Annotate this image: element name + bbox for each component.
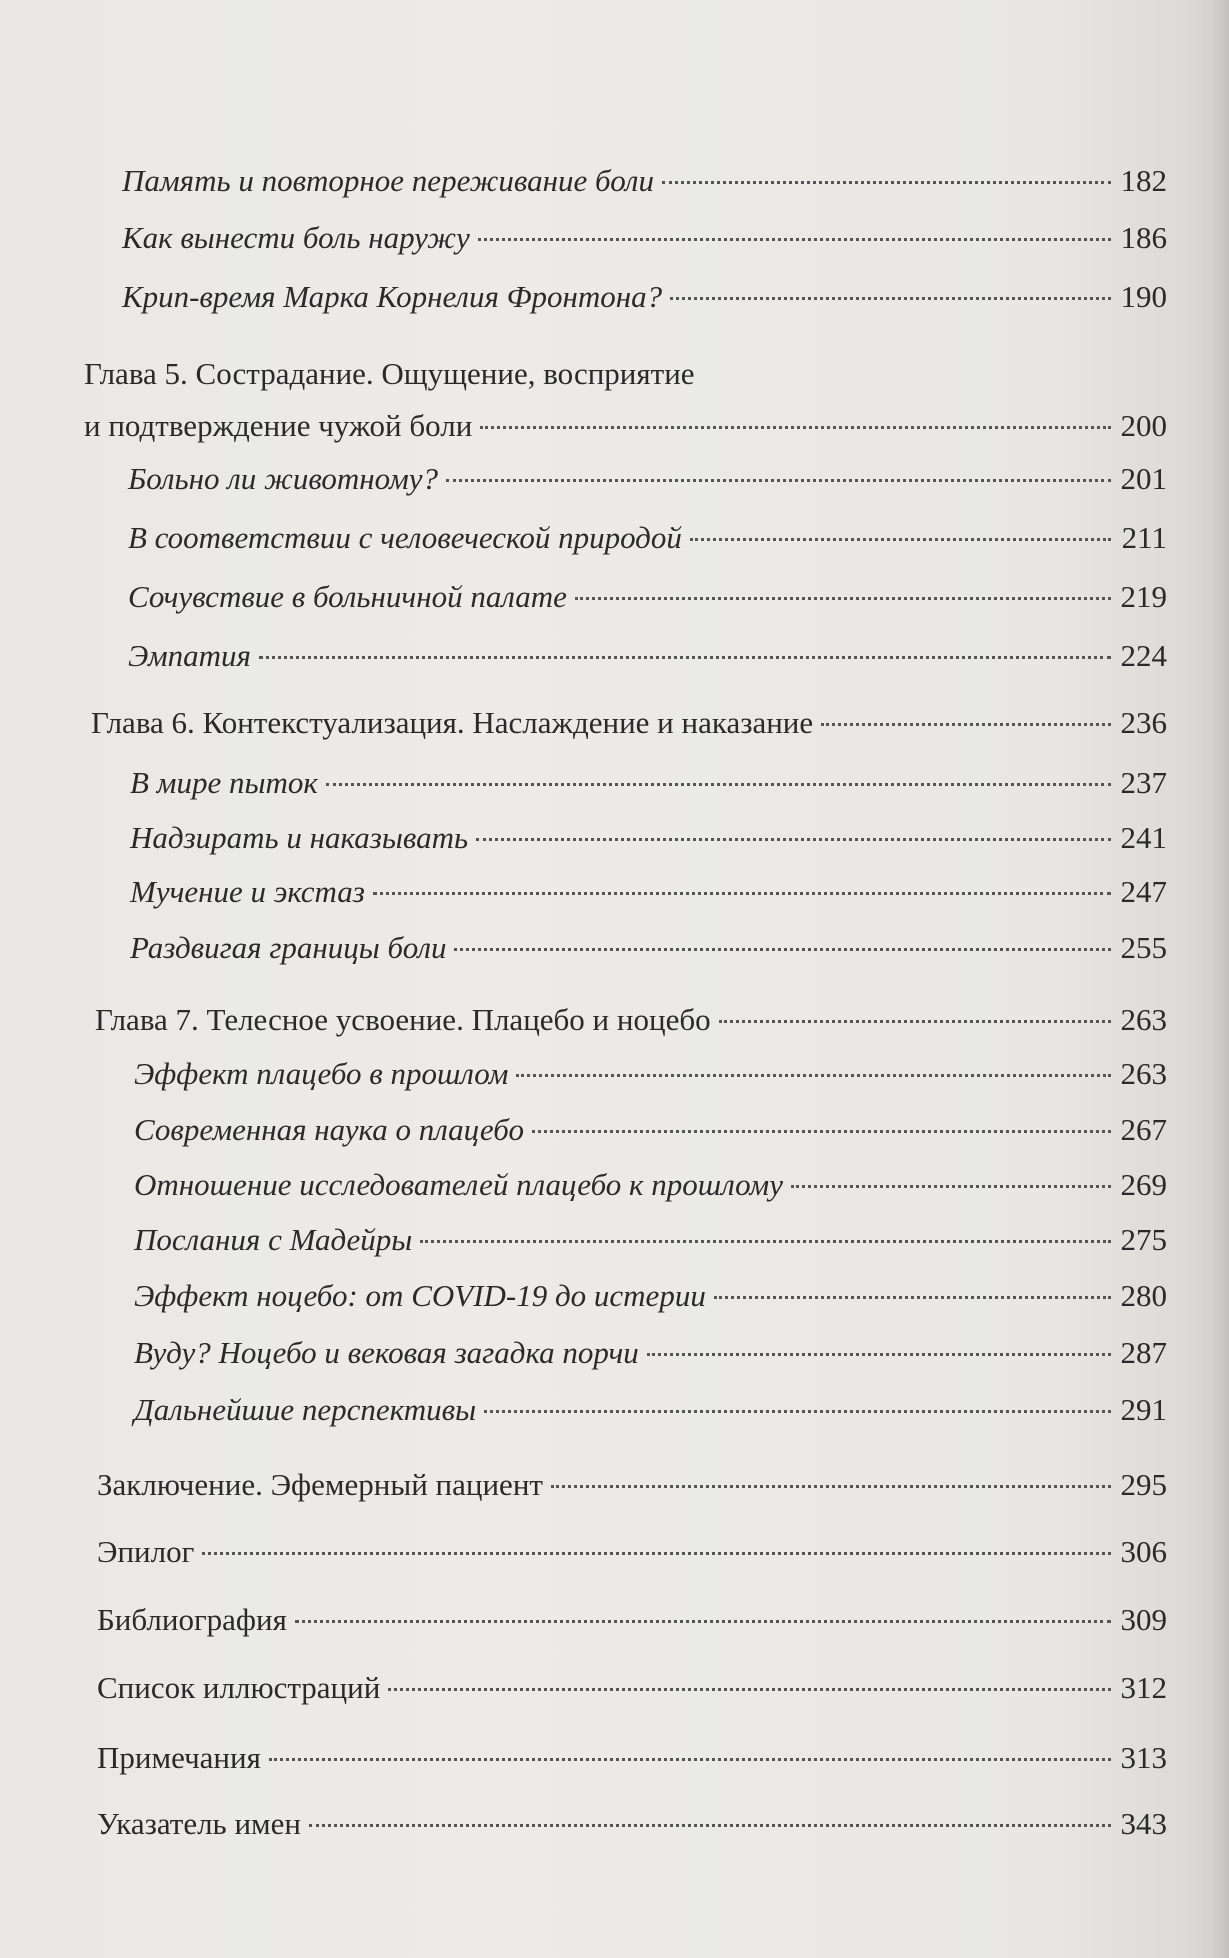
leader-dots [309, 1824, 1111, 1827]
leader-dots [719, 1020, 1111, 1023]
toc-entry-title: Эмпатия [128, 638, 251, 673]
toc-entry-title: Указатель имен [97, 1806, 301, 1841]
toc-entry-page: 269 [1120, 1167, 1167, 1202]
illustrations-list-entry [97, 1668, 1167, 1708]
toc-entry [130, 872, 1167, 912]
toc-entry-title: Отношение исследователей плацебо к прошлому [134, 1167, 783, 1202]
toc-entry-page: 200 [1120, 408, 1167, 443]
toc-entry [128, 577, 1167, 617]
toc-entry [134, 1165, 1167, 1205]
toc-entry-page: 312 [1120, 1670, 1167, 1705]
leader-dots [791, 1185, 1111, 1188]
toc-entry-page: 237 [1120, 765, 1167, 800]
leader-dots [420, 1240, 1111, 1243]
leader-dots [295, 1620, 1111, 1623]
conclusion-entry [97, 1465, 1167, 1505]
toc-entry-page: 186 [1120, 220, 1167, 255]
toc-entry-page: 267 [1120, 1112, 1167, 1147]
leader-dots [259, 656, 1111, 659]
toc-entry-title: Эффект ноцебо: от COVID-19 до истерии [134, 1278, 706, 1313]
toc-entry [128, 518, 1167, 558]
leader-dots [821, 723, 1111, 726]
leader-dots [662, 181, 1111, 184]
name-index-entry [97, 1804, 1167, 1844]
toc-entry [128, 636, 1167, 676]
toc-entry [122, 277, 1167, 317]
toc-entry-title: Надзирать и наказывать [130, 820, 469, 855]
leader-dots [532, 1130, 1111, 1133]
leader-dots [690, 538, 1111, 541]
leader-dots [202, 1552, 1111, 1555]
toc-entry [128, 459, 1167, 499]
toc-entry-title: Эффект плацебо в прошлом [134, 1056, 509, 1091]
toc-entry-page: 306 [1120, 1534, 1167, 1569]
chapter-5-heading-line1: Глава 5. Сострадание. Ощущение, восприятие [84, 356, 695, 391]
toc-entry-title: Память и повторное переживание боли [122, 163, 654, 198]
toc-entry-title: Глава 7. Телесное усвоение. Плацебо и ноцебо [95, 1002, 711, 1037]
toc-entry-title: Современная наука о плацебо [134, 1112, 524, 1147]
toc-entry-title: Эпилог [97, 1534, 195, 1569]
leader-dots [670, 297, 1111, 300]
toc-entry-title: Крип-время Марка Корнелия Фронтона? [122, 279, 663, 314]
toc-entry-title: Сочувствие в больничной палате [128, 579, 567, 614]
toc-entry-page: 263 [1120, 1056, 1167, 1091]
bibliography-entry [97, 1600, 1167, 1640]
toc-entry-page: 291 [1120, 1392, 1167, 1427]
toc-entry-page: 219 [1120, 579, 1167, 614]
leader-dots [326, 783, 1111, 786]
toc-entry [134, 1390, 1167, 1430]
epilogue-entry [97, 1532, 1167, 1572]
toc-entry-page: 295 [1120, 1467, 1167, 1502]
toc-entry-title: Вуду? Ноцебо и вековая загадка порчи [134, 1335, 639, 1370]
toc-entry-page: 224 [1120, 638, 1167, 673]
toc-entry [134, 1220, 1167, 1260]
leader-dots [551, 1485, 1111, 1488]
toc-entry-page: 182 [1120, 163, 1167, 198]
toc-entry [134, 1276, 1167, 1316]
toc-entry [134, 1333, 1167, 1373]
toc-entry-page: 236 [1120, 705, 1167, 740]
toc-entry-title: В мире пыток [130, 765, 318, 800]
toc-entry-title: Больно ли животному? [128, 461, 439, 496]
leader-dots [446, 479, 1111, 482]
toc-entry-page: 313 [1120, 1740, 1167, 1775]
toc-entry-page: 287 [1120, 1335, 1167, 1370]
toc-entry-page: 211 [1121, 520, 1167, 555]
toc-entry-title: Список иллюстраций [97, 1670, 381, 1705]
leader-dots [388, 1688, 1111, 1691]
leader-dots [476, 838, 1111, 841]
leader-dots [478, 238, 1111, 241]
notes-entry [97, 1738, 1167, 1778]
leader-dots [373, 892, 1111, 895]
leader-dots [714, 1296, 1111, 1299]
toc-entry [122, 218, 1167, 258]
leader-dots [516, 1074, 1111, 1077]
toc-entry-title: Библиография [97, 1602, 287, 1637]
toc-entry-page: 280 [1120, 1278, 1167, 1313]
toc-entry-title: Мучение и экстаз [130, 874, 365, 909]
toc-entry [130, 928, 1167, 968]
leader-dots [454, 948, 1111, 951]
toc-entry-page: 263 [1120, 1002, 1167, 1037]
toc-entry-title: В соответствии с человеческой природой [128, 520, 682, 555]
chapter-5-entry [84, 406, 1167, 446]
toc-entry-title: Раздвигая границы боли [130, 930, 447, 965]
toc-entry-page: 201 [1120, 461, 1167, 496]
toc-entry-page: 309 [1120, 1602, 1167, 1637]
toc-entry [130, 818, 1167, 858]
toc-entry [134, 1054, 1167, 1094]
toc-entry-title: Примечания [97, 1740, 261, 1775]
toc-entry-title: и подтверждение чужой боли [84, 408, 473, 443]
leader-dots [575, 597, 1111, 600]
toc-entry-page: 275 [1120, 1222, 1167, 1257]
toc-entry [134, 1110, 1167, 1150]
toc-entry-title: Дальнейшие перспективы [134, 1392, 477, 1427]
toc-entry-title: Глава 6. Контекстуализация. Наслаждение и наказание [91, 705, 814, 740]
chapter-7-entry [95, 1000, 1167, 1040]
toc-entry-page: 241 [1120, 820, 1167, 855]
toc-entry [122, 161, 1167, 201]
toc-entry-page: 255 [1120, 930, 1167, 965]
toc-entry-page: 190 [1120, 279, 1167, 314]
leader-dots [269, 1758, 1111, 1761]
toc-entry-title: Послания с Мадейры [134, 1222, 413, 1257]
toc-entry-page: 247 [1120, 874, 1167, 909]
toc-entry-page: 343 [1120, 1806, 1167, 1841]
chapter-6-entry [91, 703, 1167, 743]
leader-dots [484, 1410, 1111, 1413]
leader-dots [480, 426, 1111, 429]
toc-entry-title: Заключение. Эфемерный пациент [97, 1467, 543, 1502]
leader-dots [647, 1353, 1111, 1356]
toc-entry [130, 763, 1167, 803]
toc-entry-title: Как вынести боль наружу [122, 220, 470, 255]
